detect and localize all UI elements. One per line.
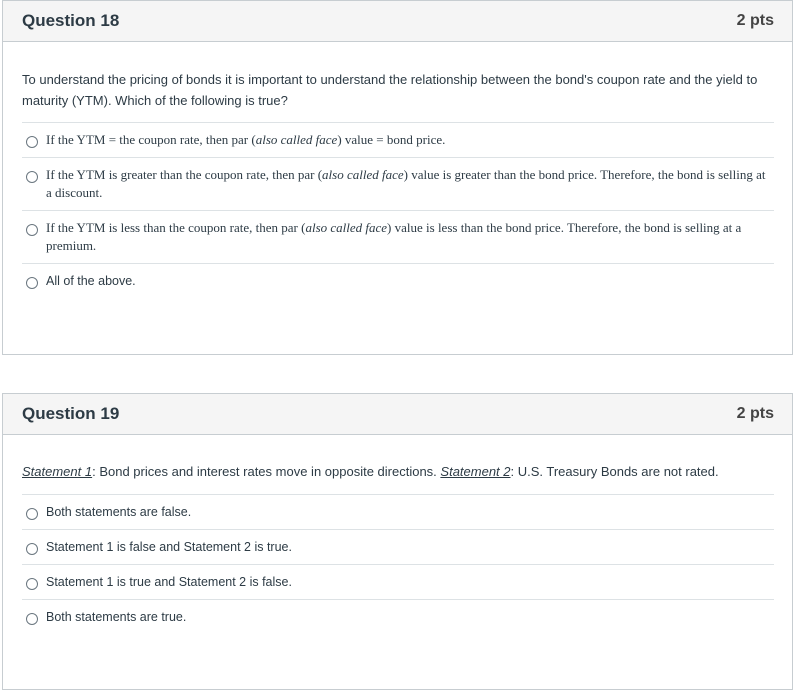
answer-option[interactable] [22,599,774,634]
question-points: 2 pts [736,405,774,422]
answer-label: If the YTM is less than the coupon rate, then par (also called face) value is less than the bond price. Therefore, the bond is selling at a premium. [46,220,742,253]
answer-list [22,122,774,298]
answer-option[interactable] [22,564,774,599]
question-body [3,42,792,111]
answer-label: All of the above. [46,274,136,288]
question-18-card [2,0,793,355]
answer-option[interactable] [22,263,774,298]
answer-label: Statement 1 is false and Statement 2 is true. [46,540,292,554]
answer-label: Statement 1 is true and Statement 2 is false. [46,575,292,589]
radio-button[interactable] [26,508,38,520]
answer-label: Both statements are false. [46,505,192,519]
question-text [22,435,774,482]
statement-1-text: : Bond prices and interest rates move in opposite directions. [92,464,441,479]
radio-button[interactable] [26,578,38,590]
question-19-card [2,393,793,690]
statement-1-label: Statement 1 [22,464,93,479]
question-header [3,394,792,435]
question-header [3,1,792,42]
statement-2-label: Statement 2 [440,464,511,479]
answer-label: If the YTM is greater than the coupon rate, then par (also called face) value is greater than the bond price. Therefore, the bond is selling at a discount. [46,167,766,200]
question-title: Question 18 [22,11,120,30]
answer-option[interactable] [22,529,774,564]
question-text: To understand the pricing of bonds it is important to understand the relationship between the bond's coupon rate and the yield to maturity (YTM). Which of the following is true? [22,72,758,108]
radio-button[interactable] [26,136,38,148]
radio-button[interactable] [26,277,38,289]
question-body [3,435,792,482]
radio-button[interactable] [26,171,38,183]
answer-label: If the YTM = the coupon rate, then par (also called face) value = bond price. [46,132,446,147]
radio-button[interactable] [26,224,38,236]
answer-option[interactable] [22,157,774,210]
question-title: Question 19 [22,404,120,423]
answer-label: Both statements are true. [46,610,187,624]
answer-option[interactable] [22,122,774,157]
answer-option[interactable] [22,494,774,529]
question-points: 2 pts [736,12,774,29]
radio-button[interactable] [26,613,38,625]
statement-2-text: : U.S. Treasury Bonds are not rated. [510,464,719,479]
answer-option[interactable] [22,210,774,263]
radio-button[interactable] [26,543,38,555]
answer-list [22,494,774,634]
